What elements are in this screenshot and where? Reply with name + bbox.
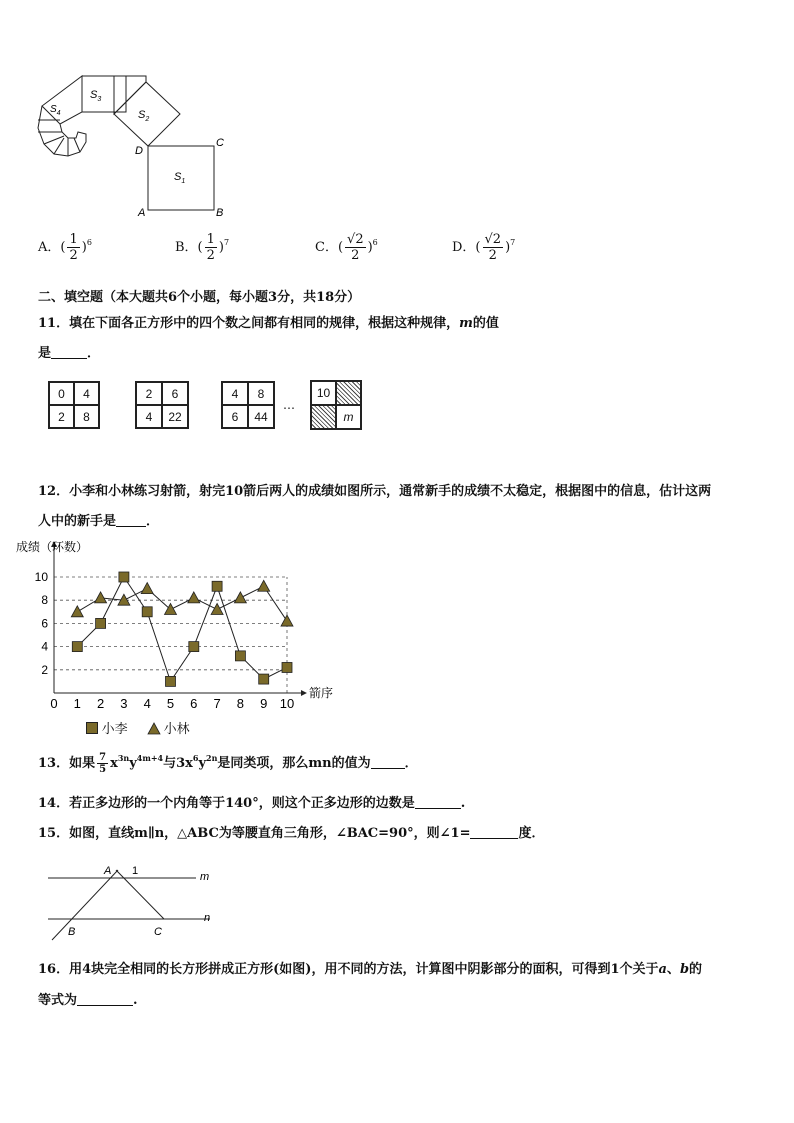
series-line-1 xyxy=(77,577,287,681)
data-point-triangle xyxy=(281,615,293,626)
x-axis-label: 箭序 xyxy=(308,686,333,700)
parallel-lines-triangle-figure xyxy=(38,852,228,944)
ellipsis: … xyxy=(283,398,295,412)
data-point-square xyxy=(189,642,199,652)
answer-blank-11[interactable] xyxy=(51,346,87,359)
square-s3 xyxy=(82,76,126,112)
series-line-2 xyxy=(77,586,287,621)
x-tick-label: 0 xyxy=(50,696,58,711)
x-tick-label: 9 xyxy=(260,696,268,711)
number-square-3: 4 8 6 44 xyxy=(221,381,275,429)
svg-text:C: C xyxy=(154,926,162,938)
data-point-triangle xyxy=(141,583,153,594)
svg-text:S4: $S_4$ xyxy=(50,104,61,117)
answer-blank-12[interactable] xyxy=(116,514,146,527)
data-point-square xyxy=(119,572,129,582)
question-12-line2: 人中的新手是 ． xyxy=(38,514,160,529)
score-line-chart xyxy=(15,535,350,711)
number-square-4: 10 m xyxy=(310,380,362,430)
spiral-squares-figure xyxy=(34,74,234,224)
data-point-square xyxy=(212,581,222,591)
question-12: 12．小李和小林练习射箭，射完10箭后两人的成绩如图所示，通常新手的成绩不太稳定，根据图中的信息，估计这两 xyxy=(38,484,712,499)
data-point-square xyxy=(142,607,152,617)
y-tick-label: 2 xyxy=(41,662,48,677)
x-tick-label: 1 xyxy=(73,696,81,711)
question-16-line2: 等式为 . xyxy=(38,993,138,1008)
question-13: 13．如果 $\frac{7}{5}$ $x^{3n}y^{4m+4}$与$3x^6y^{2n}$是同类项，那么mn的值为 ． xyxy=(38,752,418,775)
question-16: 16．用4块完全相同的长方形拼成正方形(如图)，用不同的方法，计算图中阴影部分的面积，可得到1个关于a、b的 xyxy=(38,962,703,977)
data-point-square xyxy=(259,674,269,684)
line-ab xyxy=(52,870,118,940)
answer-blank-14[interactable] xyxy=(415,796,461,809)
x-tick-label: 3 xyxy=(120,696,128,711)
answer-blank-16[interactable] xyxy=(77,993,133,1006)
x-tick-label: 10 xyxy=(279,696,295,711)
x-tick-label: 7 xyxy=(213,696,221,711)
svg-text:B: B xyxy=(68,926,76,938)
question-14: 14．若正多边形的一个内角等于140°，则这个正多边形的边数是 . xyxy=(38,796,466,811)
data-point-square xyxy=(72,642,82,652)
legend-xiaoli: 小李 xyxy=(86,718,128,737)
svg-text:S3: $S_3$ xyxy=(90,89,102,103)
label-b: B xyxy=(216,207,224,219)
x-tick-label: 2 xyxy=(96,696,105,711)
square-s4 xyxy=(42,76,82,124)
question-11: 11．填在下面各正方形中的四个数之间都有相同的规律，根据这种规律，m的值 xyxy=(38,316,499,331)
data-point-triangle xyxy=(71,606,83,617)
option-c[interactable]: C．( $\frac{√2}{2}$ )$^6$ xyxy=(315,232,378,263)
section-heading: 二、填空题（本大题共6个小题，每小题3分，共18分） xyxy=(38,290,361,305)
question-11-line2: 是 ． xyxy=(38,346,101,361)
number-square-2: 2 6 4 22 xyxy=(135,381,189,429)
data-point-square xyxy=(235,651,245,661)
svg-text:n: n xyxy=(204,912,211,924)
label-c: C xyxy=(216,137,224,149)
y-tick-label: 4 xyxy=(41,639,48,654)
data-point-triangle xyxy=(234,592,246,603)
line-ac xyxy=(116,870,164,919)
data-point-triangle xyxy=(188,592,200,603)
square-s2 xyxy=(114,82,180,146)
option-b[interactable]: B．( $\frac{1}{2}$ )$^7$ xyxy=(175,232,230,263)
option-a[interactable]: A．( $\frac{1}{2}$ )$^6$ xyxy=(38,232,92,263)
x-axis-arrow xyxy=(301,690,307,696)
svg-text:S1: $S_1$ xyxy=(174,171,186,185)
y-tick-label: 6 xyxy=(41,616,48,631)
triangle-marker-icon xyxy=(148,723,160,734)
data-point-triangle xyxy=(95,592,107,603)
legend-xiaolin: 小林 xyxy=(148,718,190,737)
data-point-triangle xyxy=(211,603,223,614)
answer-blank-13[interactable] xyxy=(371,756,405,769)
x-tick-label: 4 xyxy=(143,696,151,711)
option-d[interactable]: D．( $\frac{√2}{2}$ )$^7$ xyxy=(452,232,516,263)
label-d: D xyxy=(135,145,143,157)
y-tick-label: 8 xyxy=(41,593,48,608)
question-15: 15．如图，直线m∥n，△ABC为等腰直角三角形，∠BAC=90°，则∠1= 度． xyxy=(38,826,545,841)
data-point-square xyxy=(166,676,176,686)
data-point-square xyxy=(96,618,106,628)
svg-text:A: A xyxy=(104,865,112,877)
x-tick-label: 6 xyxy=(190,696,198,711)
svg-text:m: m xyxy=(200,871,210,883)
x-tick-label: 8 xyxy=(236,696,245,711)
square-marker-icon xyxy=(86,722,98,734)
answer-blank-15[interactable] xyxy=(470,826,518,839)
x-tick-label: 5 xyxy=(166,696,175,711)
data-point-square xyxy=(282,662,292,672)
svg-text:S2: $S_2$ xyxy=(138,109,150,123)
data-point-triangle xyxy=(258,580,270,591)
svg-text:1: 1 xyxy=(132,865,139,877)
label-a: A xyxy=(138,207,146,219)
y-tick-label: 10 xyxy=(34,570,48,584)
number-square-1: 0 4 2 8 xyxy=(48,381,100,429)
y-axis-label: 成绩（环数） xyxy=(15,540,89,554)
